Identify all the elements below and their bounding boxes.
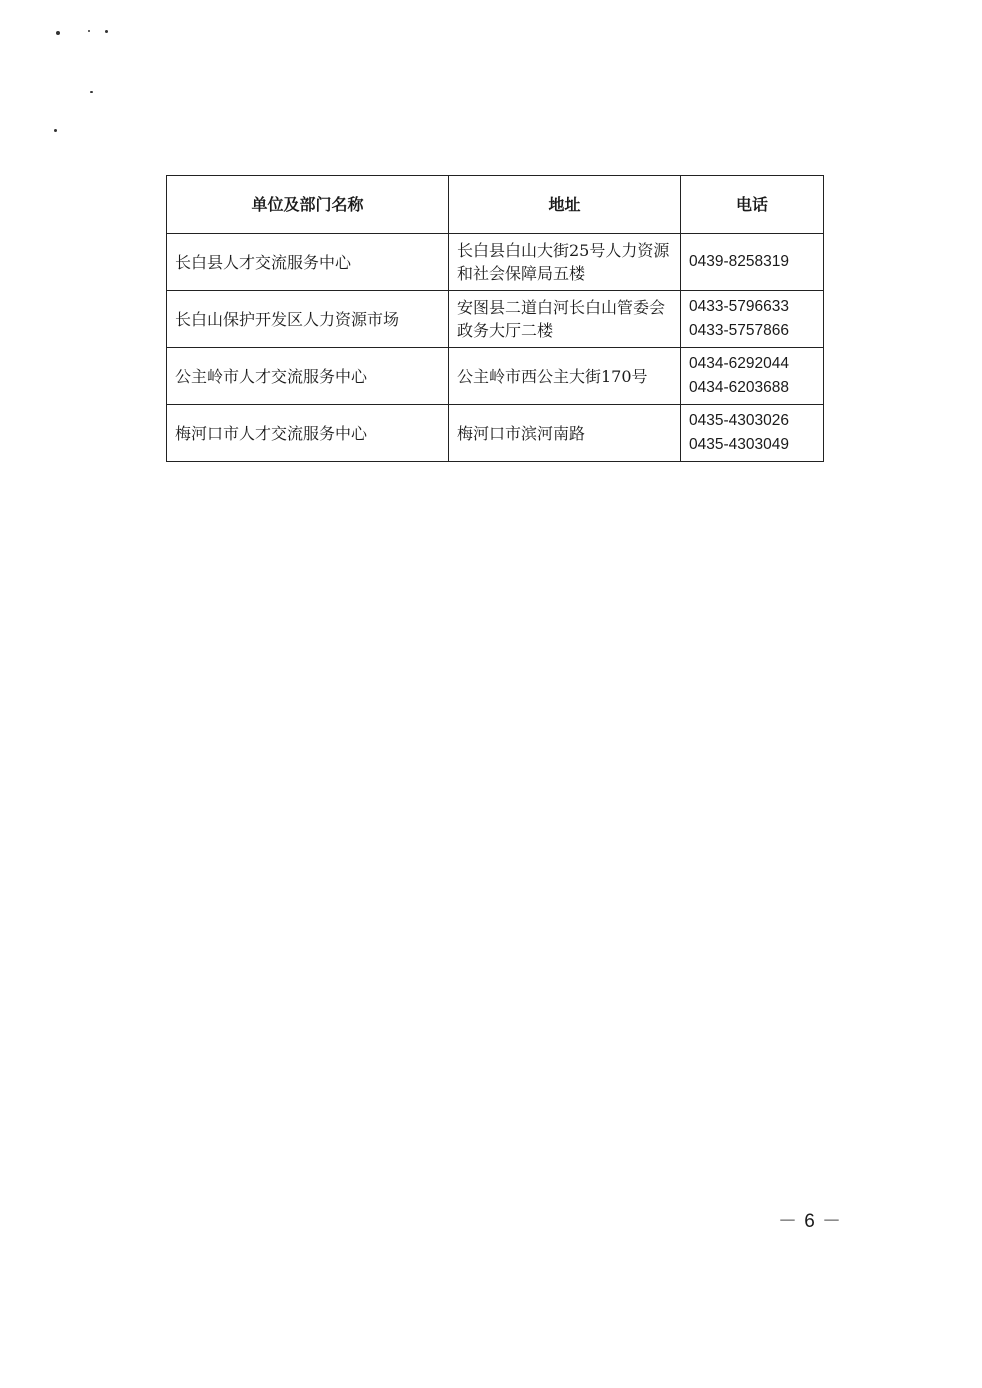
unit-phone — [681, 291, 824, 348]
scan-speck — [56, 31, 60, 35]
phone-number: 0433-5796633 — [689, 298, 789, 315]
unit-address: 梅河口市滨河南路 — [449, 405, 681, 462]
table-row — [167, 348, 824, 405]
phone-number: 0434-6292044 — [689, 355, 789, 372]
header-phone: 电话 — [681, 176, 824, 234]
unit-phone — [681, 405, 824, 462]
table-row — [167, 291, 824, 348]
unit-name: 长白县人才交流服务中心 — [167, 234, 449, 291]
header-name: 单位及部门名称 — [167, 176, 449, 234]
page-number: － 6 － — [777, 1211, 843, 1232]
phone-number: 0435-4303026 — [689, 412, 789, 429]
unit-name: 公主岭市人才交流服务中心 — [167, 348, 449, 405]
scan-speck — [88, 30, 90, 32]
table-header-row — [167, 176, 824, 234]
unit-address: 公主岭市西公主大街170号 — [449, 348, 681, 405]
unit-phone — [681, 234, 824, 291]
scan-speck — [54, 129, 57, 132]
table-row — [167, 234, 824, 291]
phone-number: 0439-8258319 — [689, 253, 789, 270]
scan-speck — [105, 30, 108, 33]
table-row — [167, 405, 824, 462]
unit-address: 安图县二道白河长白山管委会政务大厅二楼 — [449, 291, 681, 348]
scan-speck — [90, 91, 93, 93]
header-address: 地址 — [449, 176, 681, 234]
unit-phone — [681, 348, 824, 405]
phone-number: 0435-4303049 — [689, 436, 789, 453]
phone-number: 0433-5757866 — [689, 322, 789, 339]
unit-name: 长白山保护开发区人力资源市场 — [167, 291, 449, 348]
unit-name: 梅河口市人才交流服务中心 — [167, 405, 449, 462]
phone-number: 0434-6203688 — [689, 379, 789, 396]
contact-table — [166, 175, 824, 462]
unit-address: 长白县白山大街25号人力资源和社会保障局五楼 — [449, 234, 681, 291]
